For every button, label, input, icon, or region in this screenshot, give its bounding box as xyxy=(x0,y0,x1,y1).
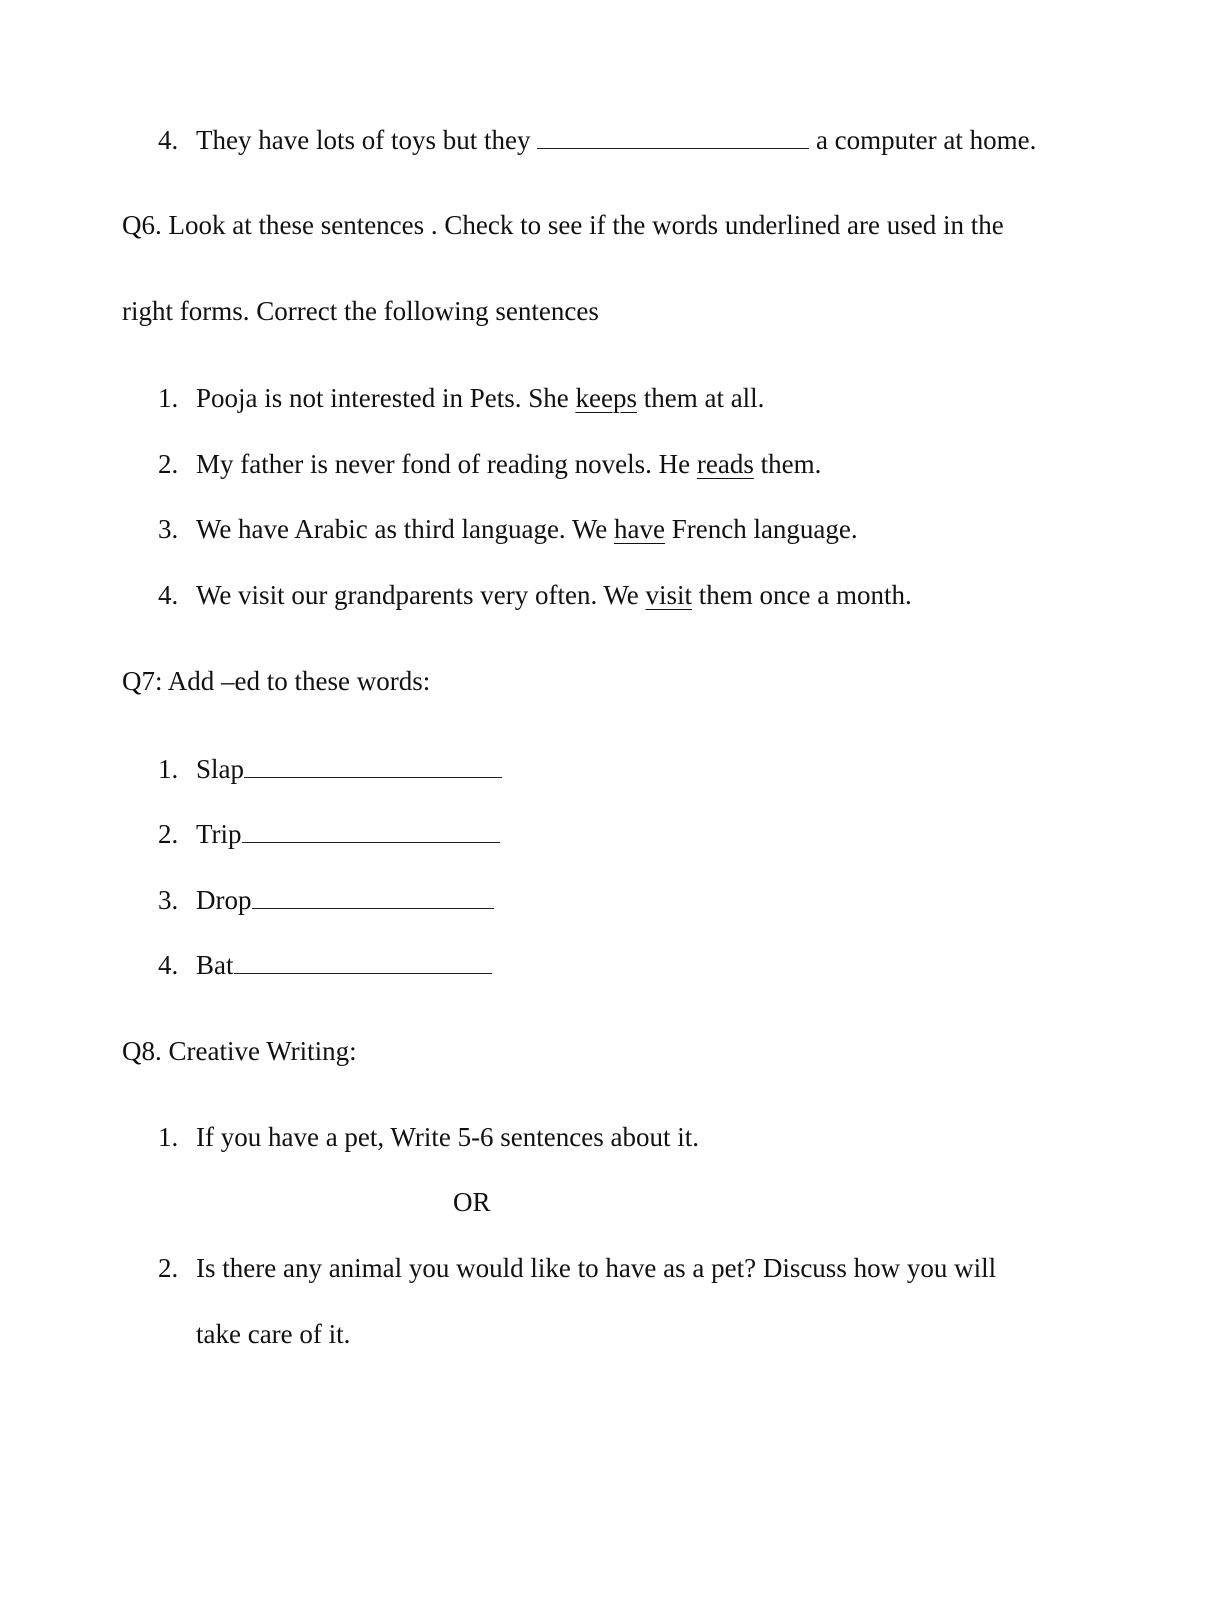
item-number: 2. xyxy=(158,1253,179,1283)
word: Trip xyxy=(196,819,242,849)
q7-item xyxy=(158,951,492,979)
q6-item xyxy=(158,582,912,609)
item-number: 3. xyxy=(158,514,179,544)
word: Bat xyxy=(196,950,234,980)
word: Drop xyxy=(196,885,252,915)
underlined-word: visit xyxy=(645,580,693,610)
prompt-text-line-2: take care of it. xyxy=(196,1319,351,1349)
underlined-word: have xyxy=(614,514,665,544)
item-number: 4. xyxy=(158,580,179,610)
q8-item xyxy=(158,1255,996,1282)
q7-heading: Q7: Add –ed to these words: xyxy=(122,666,431,696)
sentence-end: a computer at home. xyxy=(815,125,1037,155)
sentence-end: them at all. xyxy=(643,383,765,413)
prompt-text: If you have a pet, Write 5-6 sentences about it. xyxy=(196,1122,699,1152)
answer-blank[interactable] xyxy=(537,126,809,149)
item-number: 3. xyxy=(158,885,179,915)
item-number: 2. xyxy=(158,819,179,849)
answer-blank[interactable] xyxy=(252,886,494,909)
item-number: 4. xyxy=(158,125,179,155)
q6-heading-line-1: Q6. Look at these sentences . Check to see if the words underlined are used in the xyxy=(122,210,1004,240)
item-number: 2. xyxy=(158,449,179,479)
underlined-word: reads xyxy=(696,449,754,479)
item-number: 1. xyxy=(158,383,179,413)
q7-item xyxy=(158,755,502,783)
sentence-end: them once a month. xyxy=(698,580,912,610)
sentence-start: Pooja is not interested in Pets. She xyxy=(196,383,569,413)
sentence-start: They have lots of toys but they xyxy=(196,125,531,155)
prompt-text-line-1: Is there any animal you would like to have as a pet? Discuss how you will xyxy=(196,1253,997,1283)
sentence-start: We have Arabic as third language. We xyxy=(196,514,608,544)
sentence-start: My father is never fond of reading novels. He xyxy=(196,449,691,479)
answer-blank[interactable] xyxy=(244,755,502,778)
q7-item xyxy=(158,886,494,914)
q6-heading-line-2: right forms. Correct the following sentences xyxy=(122,296,599,326)
q6-item xyxy=(158,451,821,478)
item-number: 1. xyxy=(158,754,179,784)
underlined-word: keeps xyxy=(575,383,637,413)
q8-item xyxy=(158,1124,699,1151)
answer-blank[interactable] xyxy=(234,951,492,974)
q6-item xyxy=(158,385,764,412)
item-number: 1. xyxy=(158,1122,179,1152)
sentence-start: We visit our grandparents very often. We xyxy=(196,580,639,610)
q6-item xyxy=(158,516,858,543)
q8-heading: Q8. Creative Writing: xyxy=(122,1036,357,1066)
sentence-end: French language. xyxy=(671,514,858,544)
q5-item-4 xyxy=(158,126,1036,154)
sentence-end: them. xyxy=(760,449,822,479)
item-number: 4. xyxy=(158,950,179,980)
or-separator: OR xyxy=(453,1187,491,1217)
answer-blank[interactable] xyxy=(242,820,500,843)
word: Slap xyxy=(196,754,245,784)
q7-item xyxy=(158,820,500,848)
